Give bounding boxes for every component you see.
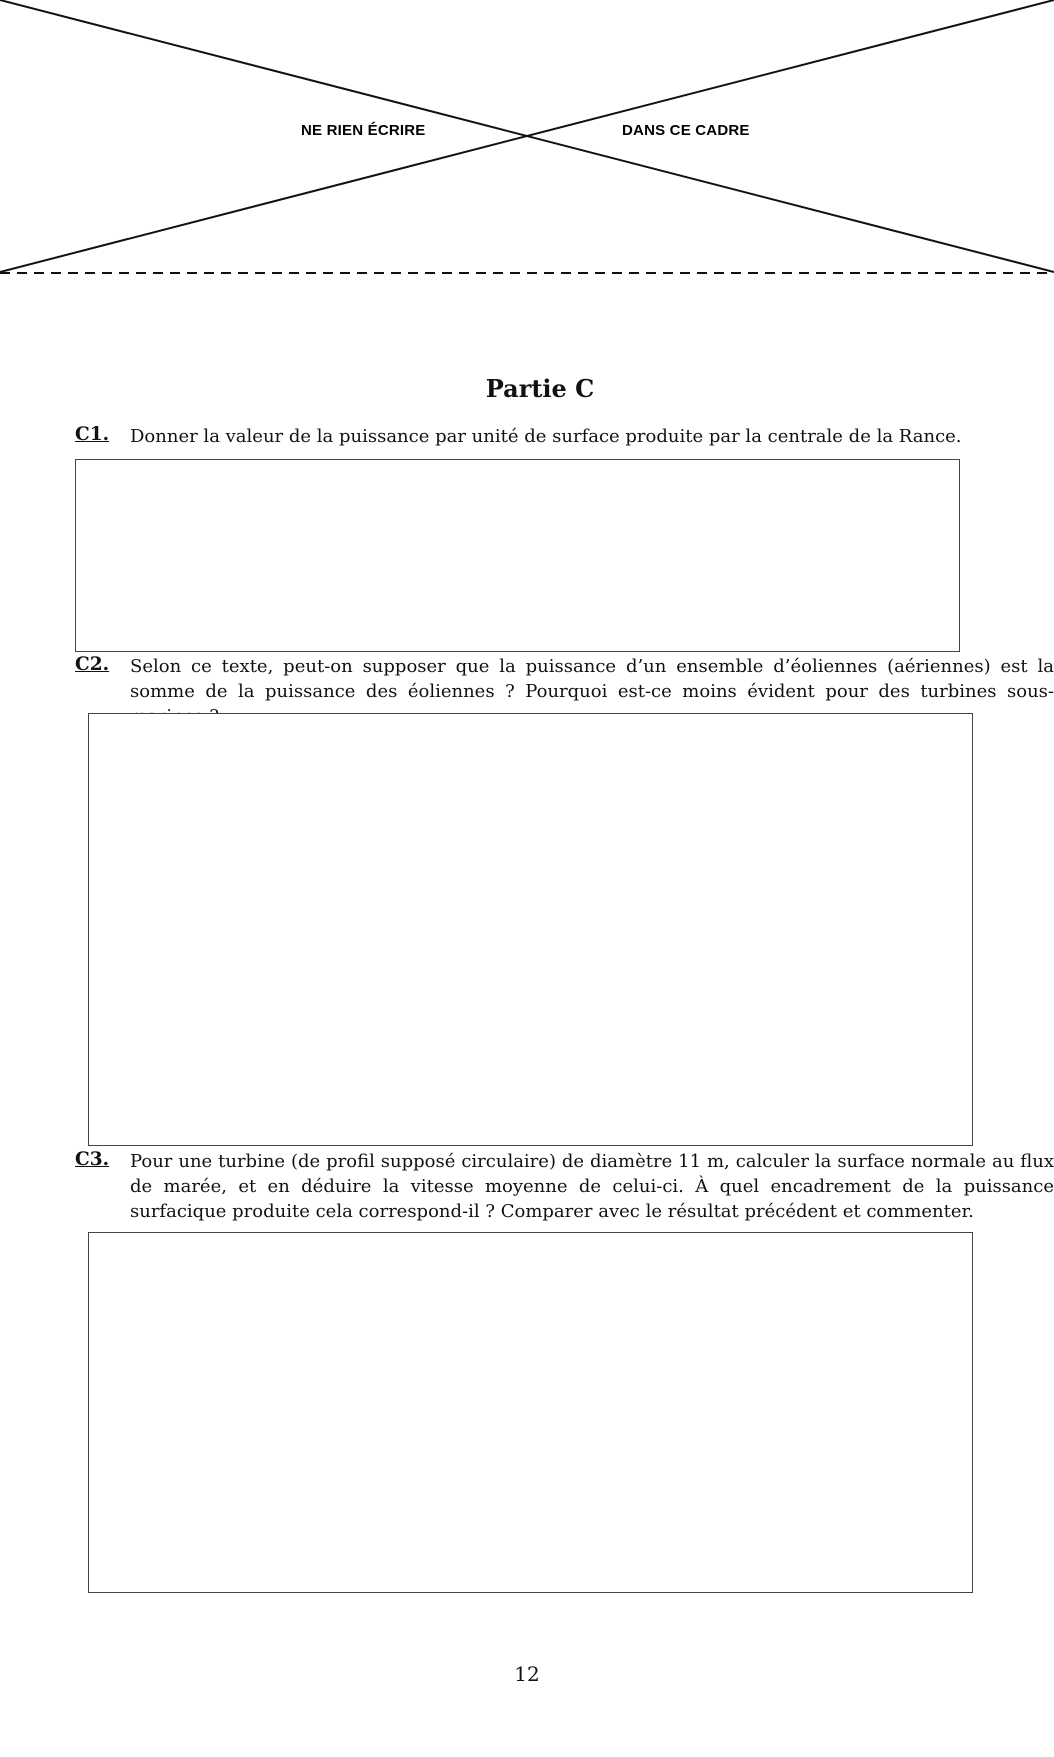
no-write-label-left: NE RIEN ÉCRIRE [301,122,426,139]
answer-box-c2[interactable] [88,713,973,1146]
answer-box-c1[interactable] [75,459,960,652]
question-label: C1. [75,424,110,445]
question-text: Selon ce texte, peut-on supposer que la puissance d’un ensemble d’éoliennes (aériennes) est la somme de la puissance des éoliennes ? Pourquoi est-ce moins évident pour des turbines sous- [130,656,1054,702]
section-title: Partie C [485,374,595,403]
no-write-frame [0,0,1054,280]
no-write-label-right: DANS CE CADRE [622,122,750,139]
question-text: Donner la valeur de la puissance par unité de surface produite par la centrale de la Rance. [130,426,962,447]
question-label: C2. [75,654,110,675]
answer-box-c3[interactable] [88,1232,973,1593]
page-number: 12 [514,1662,540,1686]
question-label: C3. [75,1149,110,1170]
question-text: Pour une turbine (de profil supposé circulaire) de diamètre 11 m, calculer la surface normale au flux de marée, et en déduire la vitesse moyenne de celui-ci. À quel encadrement de la puissance surfacique produite cela correspond-il ? Comparer avec le résultat précédent et commenter. [130,1151,1054,1222]
